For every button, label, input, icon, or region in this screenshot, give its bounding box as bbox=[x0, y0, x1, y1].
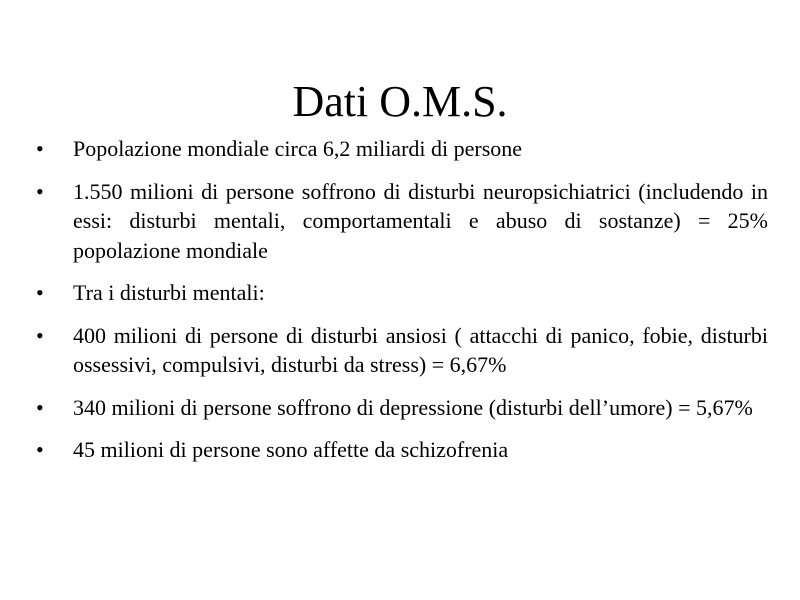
bullet-icon: • bbox=[36, 136, 44, 161]
slide-title: Dati O.M.S. bbox=[292, 77, 508, 126]
bullet-icon: • bbox=[36, 394, 44, 420]
bullet-text: 1.550 milioni di persone soffrono di disturbi neuropsichiatrici (includendo in essi: disturbi mentali, comportamentali e abuso di sostanze) = 25% popolazione mondiale bbox=[73, 178, 768, 263]
bullet-text: Tra i disturbi mentali: bbox=[73, 280, 265, 305]
bullet-item bbox=[36, 393, 768, 423]
bullet-item bbox=[36, 134, 768, 164]
bullet-icon: • bbox=[36, 437, 44, 462]
bullet-icon: • bbox=[36, 178, 44, 204]
bullet-text: 340 milioni di persone soffrono di depressione (disturbi dell’umore) = 5,67% bbox=[73, 394, 753, 420]
bullet-text: 45 milioni di persone sono affette da schizofrenia bbox=[73, 437, 509, 462]
bullet-item bbox=[36, 278, 768, 308]
bullet-icon: • bbox=[36, 322, 44, 348]
bullet-text: 400 milioni di persone di disturbi ansiosi ( attacchi di panico, fobie, disturbi ossessivi, compulsivi, disturbi da stress) = 6,67% bbox=[73, 322, 768, 377]
bullet-text: Popolazione mondiale circa 6,2 miliardi di persone bbox=[73, 136, 523, 161]
bullet-item bbox=[36, 177, 768, 266]
bullet-item bbox=[36, 321, 768, 380]
bullet-list bbox=[36, 134, 768, 478]
bullet-icon: • bbox=[36, 280, 44, 305]
bullet-item bbox=[36, 435, 768, 465]
